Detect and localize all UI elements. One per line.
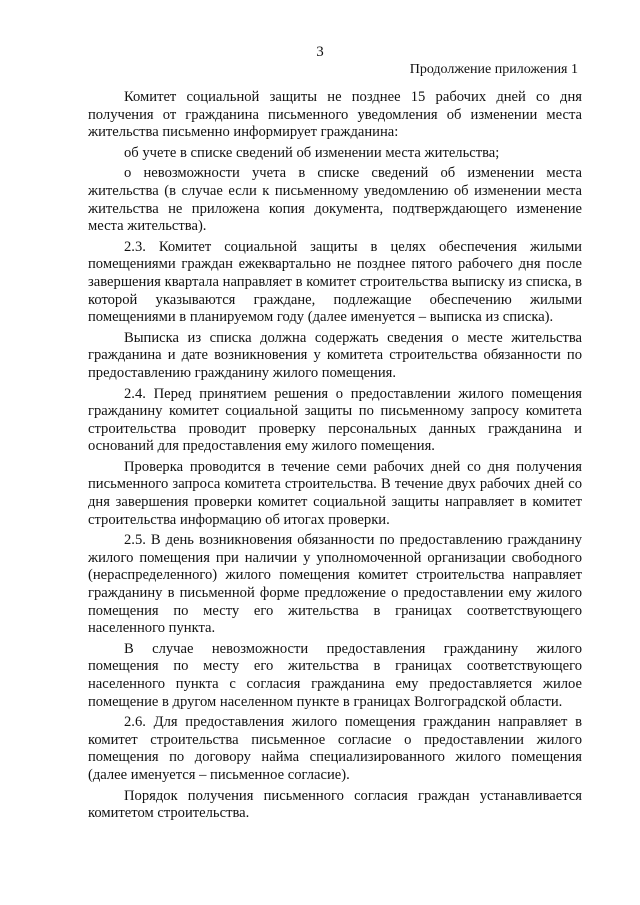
paragraph-consent-procedure: Порядок получения письменного согласия граждан устанавливается комитетом строительства. xyxy=(88,787,582,822)
paragraph-section-2-6: 2.6. Для предоставления жилого помещения гражданин направляет в комитет строительства письменное согласие о предоставлении жилого помещения по договору найма специализированного жилого помещения (далее именуется – письменное согласие). xyxy=(88,714,582,783)
paragraph-other-locality: В случае невозможности предоставления гражданину жилого помещения по месту его жительства в границах соответствующего населенного пункта с согласия гражданина ему предоставляется жилое помещение в другом населенном пункте в границах Волгоградской области. xyxy=(88,640,582,710)
paragraph-extract-contents: Выписка из списка должна содержать сведения о месте жительства гражданина и дате возникновения у комитета строительства обязанности по предоставлению гражданину жилого помещения. xyxy=(88,329,582,381)
paragraph-list-option-accounted: об учете в списке сведений об изменении места жительства; xyxy=(124,144,500,161)
paragraph-section-2-5: 2.5. В день возникновения обязанности по предоставлению гражданину жилого помещения при наличии у уполномоченной организации свободного (нераспределенного) жилого помещения комитет строительства направляет гражданину в письменной форме предложение о предоставлении ему жилого помещения по месту его жительства в границах соответствующего населенного пункта. xyxy=(88,532,582,637)
paragraph-notification-intro: Комитет социальной защиты не позднее 15 рабочих дней со дня получения от гражданина письменного уведомления об изменении места жительства письменно информирует гражданина: xyxy=(88,89,582,141)
appendix-continuation-note: Продолжение приложения 1 xyxy=(409,62,578,77)
paragraph-section-2-3: 2.3. Комитет социальной защиты в целях обеспечения жилыми помещениями граждан ежеквартально не позднее пятого рабочего дня после завершения квартала направляет в комитет строительства выписку из списка, в которой указываются граждане, подлежащие обеспечению жилыми помещениями в планируемом году (далее именуется – выписка из списка). xyxy=(88,238,582,326)
page-number: 3 xyxy=(316,44,324,60)
paragraph-list-option-impossible: о невозможности учета в списке сведений об изменении места жительства (в случае если к письменному уведомлению об изменении места жительства не приложена копия документа, подтверждающего изменение места жительства). xyxy=(88,165,582,235)
paragraph-verification-period: Проверка проводится в течение семи рабочих дней со дня получения письменного запроса комитета строительства. В течение двух рабочих дней со дня завершения проверки комитет социальной защиты направляет в комитет строительства информацию об итогах проверки. xyxy=(88,458,582,528)
paragraph-section-2-4: 2.4. Перед принятием решения о предоставлении жилого помещения гражданину комитет социальной защиты по письменному запросу комитета строительства проводит проверку персональных данных гражданина и оснований для предоставления ему жилого помещения. xyxy=(88,385,582,455)
document-body xyxy=(88,89,582,826)
